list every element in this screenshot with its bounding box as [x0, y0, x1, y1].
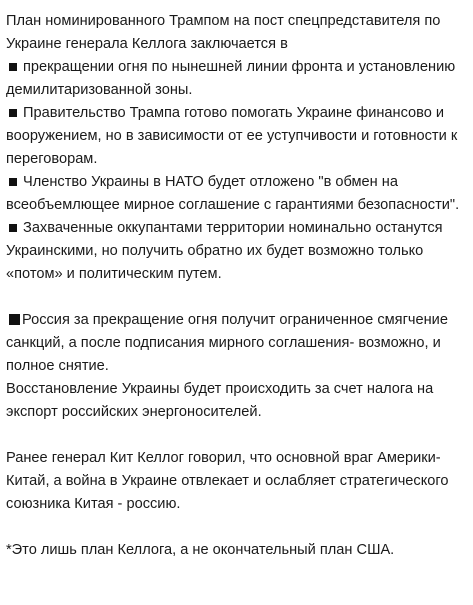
bullet-nato [6, 171, 467, 217]
black-square-icon [9, 314, 20, 325]
bullet-ceasefire-text: прекращении огня по нынешней линии фронта и установлению демилитаризованной зоны. [6, 59, 456, 98]
bullet-territories [6, 217, 467, 286]
bullet-nato-text: Членство Украины в НАТО будет отложено "в обмен на всеобъемлющее мирное соглашение с гарантиями безопасности". [6, 174, 460, 213]
bullet-aid [6, 102, 467, 171]
black-square-icon [9, 178, 17, 186]
black-square-icon [9, 109, 17, 117]
bullet-aid-text: Правительство Трампа готово помогать Украине финансово и вооружением, но в зависимости от ее уступчивости и готовности к переговорам. [6, 105, 458, 167]
bullet-russia-text: Россия за прекращение огня получит ограниченное смягчение санкций, а после подписания мирного соглашения- возможно, и полное снятие. [6, 312, 448, 374]
spacer [6, 516, 467, 539]
restoration-paragraph: Восстановление Украины будет происходить за счет налога на экспорт российских энергоносителей. [6, 381, 434, 420]
spacer [6, 424, 467, 447]
spacer [6, 286, 467, 309]
black-square-icon [9, 63, 17, 71]
bullet-ceasefire [6, 56, 467, 102]
bullet-territories-text: Захваченные оккупантами территории номинально останутся Украинскими, но получить обратно их будет возможно только «потом» и политическим путем. [6, 220, 443, 282]
intro-paragraph: План номинированного Трампом на пост спецпредставителя по Украине генерала Келлога заключается в [6, 13, 441, 52]
footnote: *Это лишь план Келлога, а не окончательный план США. [6, 542, 395, 558]
bullet-russia [6, 309, 467, 378]
kellogg-quote-paragraph: Ранее генерал Кит Келлог говорил, что основной враг Америки- Китай, а война в Украине отвлекает и ослабляет стратегического союзника Китая - россию. [6, 450, 449, 512]
black-square-icon [9, 224, 17, 232]
